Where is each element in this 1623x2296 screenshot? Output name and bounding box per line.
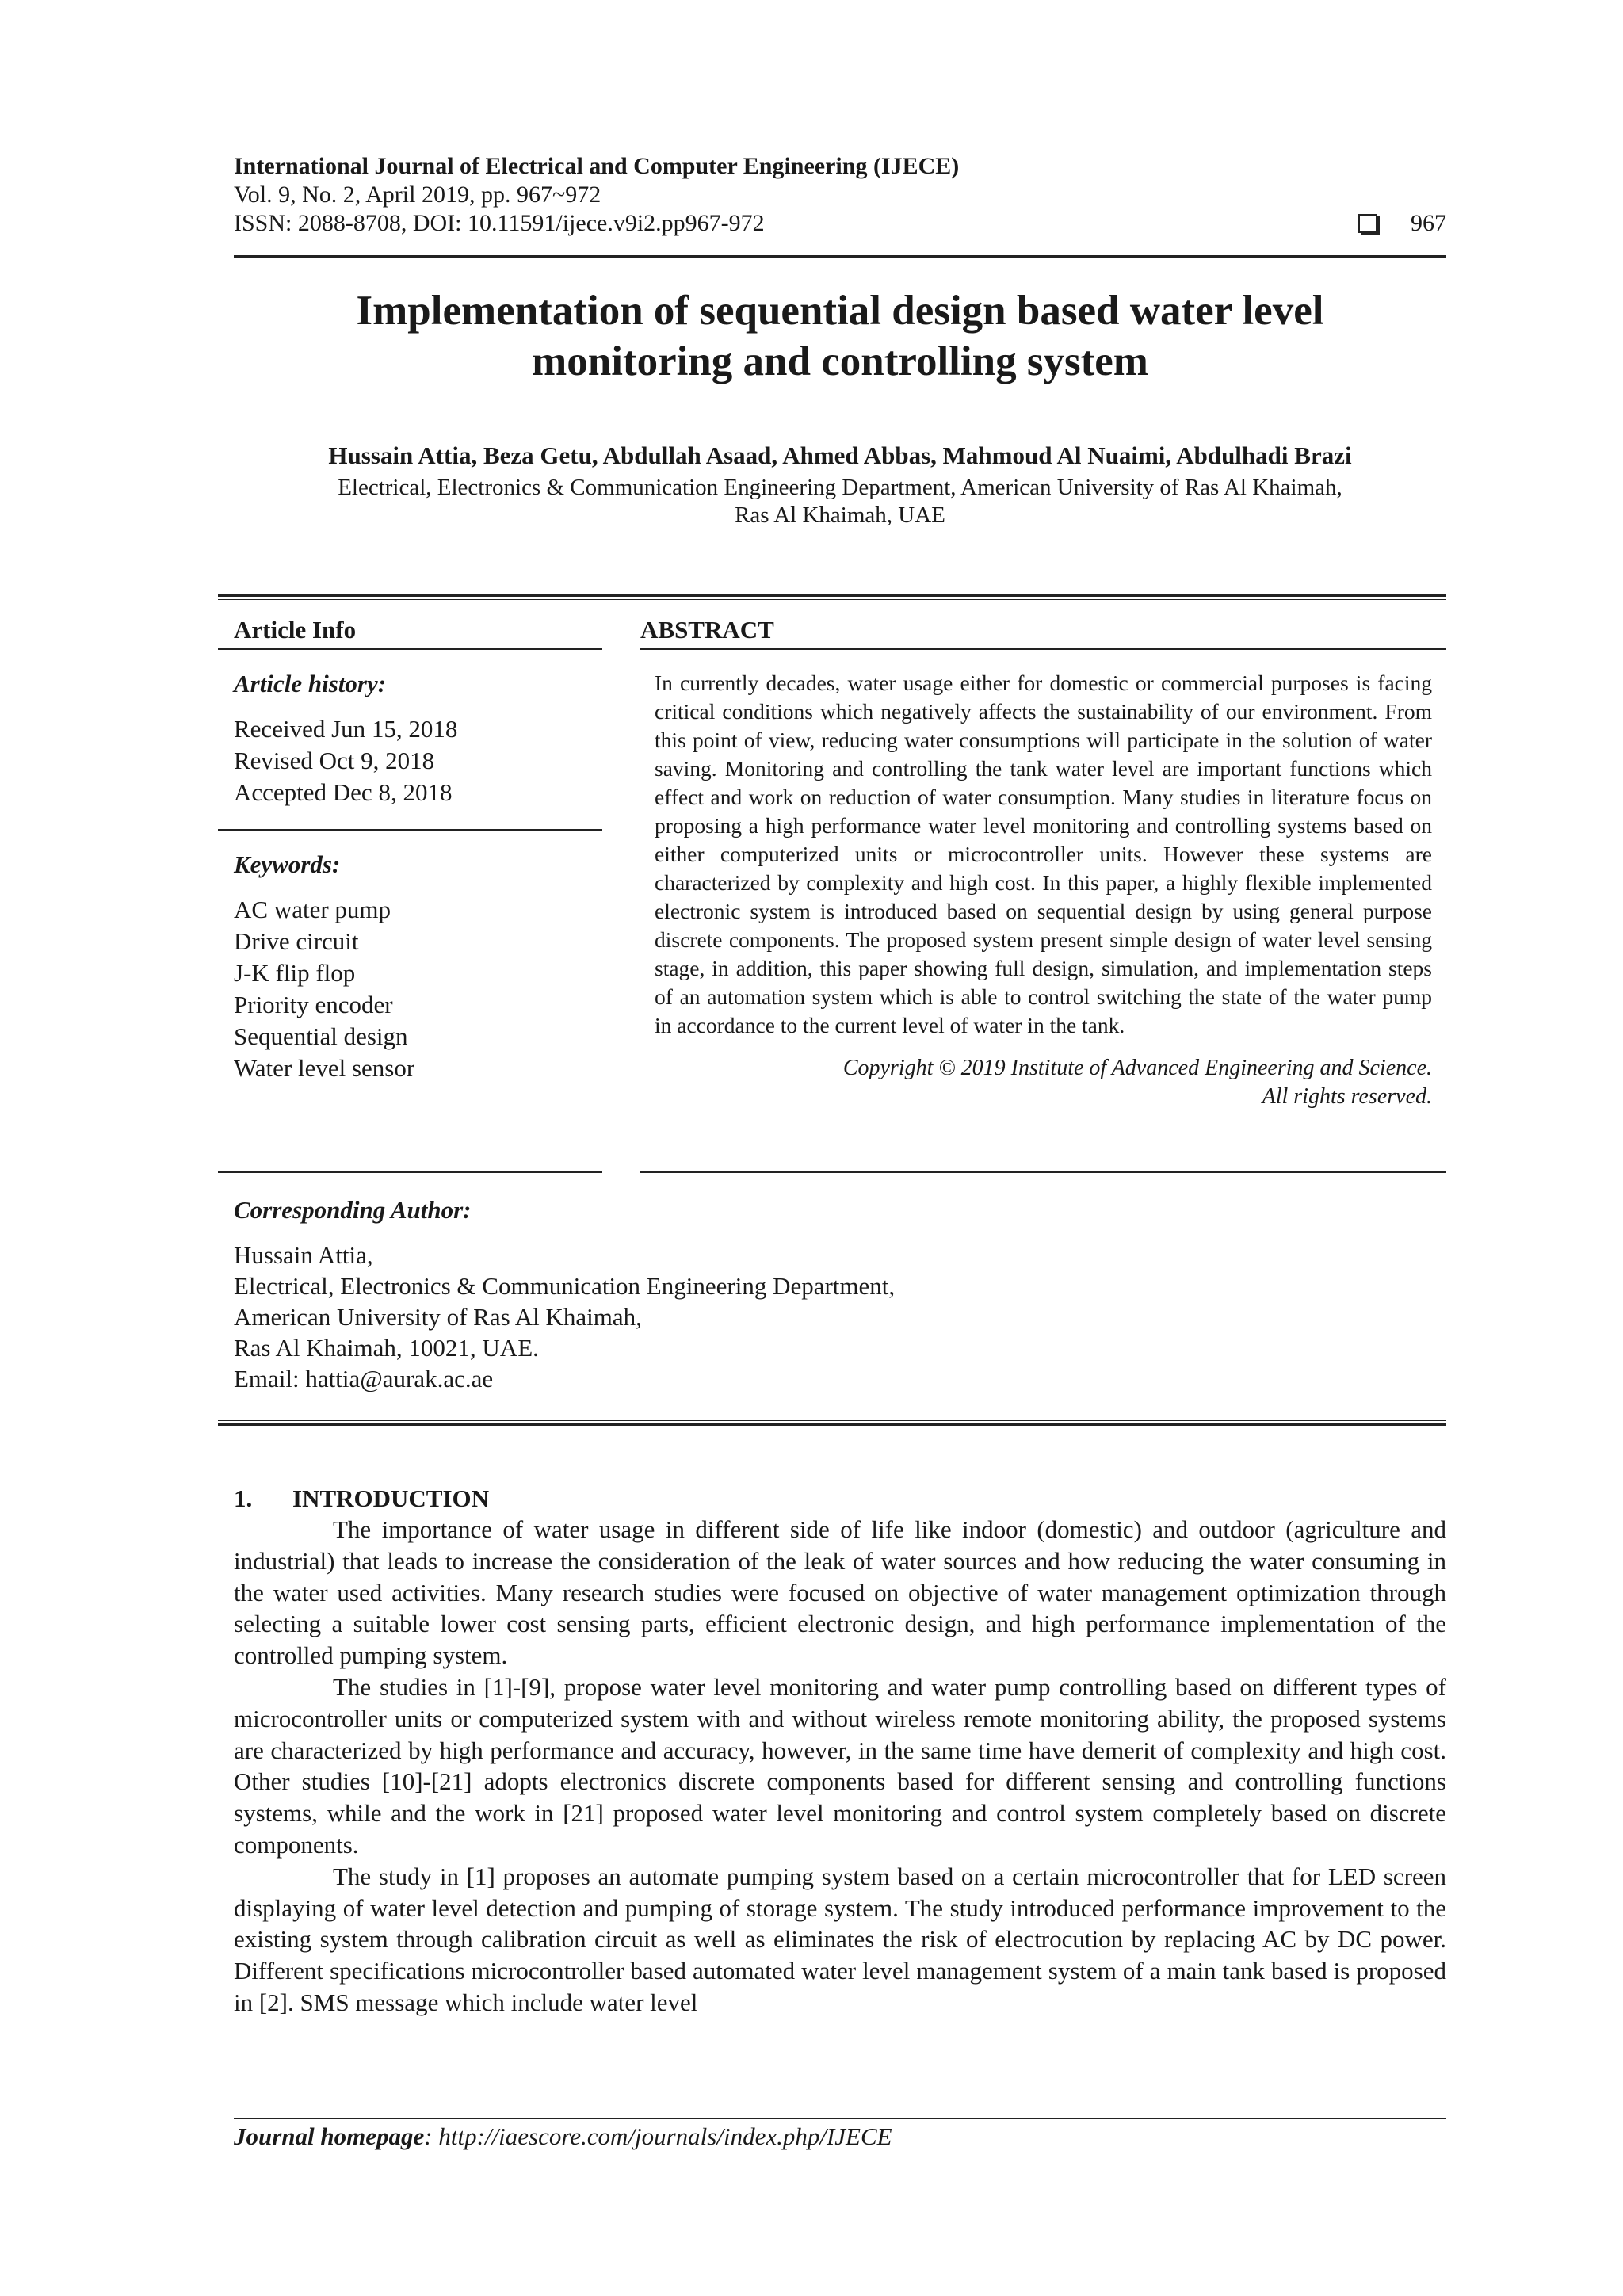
journal-name: International Journal of Electrical and Computer Engineering (IJECE) <box>234 153 960 179</box>
page-number: 967 <box>1411 210 1446 236</box>
issn-row <box>234 209 1446 238</box>
article-info-column <box>218 615 602 1084</box>
affiliation <box>234 474 1446 529</box>
footer <box>234 2121 892 2153</box>
issn-doi: ISSN: 2088-8708, DOI: 10.11591/ijece.v9i2.pp967-972 <box>234 210 765 236</box>
title-line-1: Implementation of sequential design based water level <box>356 288 1324 334</box>
info-box-bottom-rule <box>218 1420 1446 1426</box>
abstract-column <box>640 615 1446 1111</box>
affiliation-line-2: Ras Al Khaimah, UAE <box>735 502 945 528</box>
introduction-section <box>234 1484 1446 2019</box>
copyright-notice <box>640 1054 1446 1111</box>
section-title: INTRODUCTION <box>292 1484 490 1512</box>
article-info-heading: Article Info <box>234 616 357 644</box>
body-paragraph: The study in [1] proposes an automate pumping system based on a certain microcontroller that for LED screen displaying of water level detection and pumping of storage system. The study introduced performance improvement to the existing system through calibration circuit as well as eliminates the risk of electrocution by replacing AC by DC power. Different specifications microcontroller based automated water level management system of a main tank based is proposed in [2]. SMS message which include water level <box>234 1862 1446 2016</box>
abstract-bottom-rule <box>640 1171 1446 1173</box>
history-accepted: Accepted Dec 8, 2018 <box>234 778 453 806</box>
abstract-text: In currently decades, water usage either for domestic or commercial purposes is facing critical conditions which negatively affects the sustainability of our environment. From this point of view, reducing water consumptions will participate in the solution of water saving. Monitoring and controlling the tank water level are important functions which effect and work on reduction of water consumption. Many studies in literature focus on proposing a high performance water level monitoring and controlling systems based on either computerized units or microcontroller units. However these systems are characterized by complexity and high cost. In this paper, a highly flexible implemented electronic system is introduced based on sequential design by using general purpose discrete components. The proposed system present simple design of water level sensing stage, in addition, this paper showing full design, simulation, and implementation steps of an automation system which is able to control switching the state of the water pump in accordance to the current level of water in the tank. <box>655 670 1432 1037</box>
section-number: 1. <box>234 1484 253 1512</box>
abstract-rule <box>640 648 1446 650</box>
history-received: Received Jun 15, 2018 <box>234 715 458 743</box>
keyword-item: Water level sensor <box>234 1054 415 1082</box>
page-number-box <box>1358 210 1446 237</box>
body-paragraph: The studies in [1]-[9], propose water level monitoring and water pump controlling based on different types of microcontroller units or computerized system with and without wireless remote monitoring ability, the proposed systems are characterized by high performance and accuracy, however, in the same time have demerit of complexity and high cost. Other studies [10]-[21] adopts electronics discrete components based for different sensing and controlling functions systems, while and the work in [21] proposed water level monitoring and control system completely based on discrete components. <box>234 1672 1446 1859</box>
keyword-item: Drive circuit <box>234 927 359 955</box>
paper-title <box>234 285 1446 387</box>
corresponding-name: Hussain Attia, <box>234 1241 373 1269</box>
checkbox-square-icon <box>1358 214 1377 233</box>
section-heading <box>234 1484 1446 1514</box>
title-line-2: monitoring and controlling system <box>532 338 1148 384</box>
keywords-heading: Keywords: <box>234 850 341 878</box>
corresponding-details <box>218 1240 1446 1394</box>
affiliation-line-1: Electrical, Electronics & Communication Engineering Department, American University of Ras Al Khaimah, <box>338 475 1342 500</box>
keyword-item: Sequential design <box>234 1022 408 1050</box>
body-paragraph: The importance of water usage in different side of life like indoor (domestic) and outdoor (agriculture and industrial) that leads to increase the consideration of the leak of water sources and how reducing the water consuming in the water used activities. Many research studies were focused on objective of water management optimization through selecting a suitable lower cost sensing parts, efficient electronic design, and high performance implementation of the controlled pumping system. <box>234 1515 1446 1670</box>
keyword-item: AC water pump <box>234 896 391 923</box>
copyright-line-1: Copyright © 2019 Institute of Advanced Engineering and Science. <box>842 1056 1432 1080</box>
article-info-rule <box>218 648 602 650</box>
running-header <box>234 152 1446 238</box>
corresponding-heading: Corresponding Author: <box>234 1196 472 1224</box>
corresponding-address: Ras Al Khaimah, 10021, UAE. <box>234 1334 539 1362</box>
keywords-list <box>218 894 602 1084</box>
history-heading: Article history: <box>234 670 387 697</box>
history-revised: Revised Oct 9, 2018 <box>234 747 435 774</box>
journal-homepage-link[interactable]: : http://iaescore.com/journals/index.php/IJECE <box>424 2122 892 2150</box>
volume-info: Vol. 9, No. 2, April 2019, pp. 967~972 <box>234 181 601 208</box>
author-list: Hussain Attia, Beza Getu, Abdullah Asaad, Ahmed Abbas, Mahmoud Al Nuaimi, Abdulhadi Brazi <box>328 441 1352 469</box>
keyword-item: J-K flip flop <box>234 959 356 987</box>
corresponding-dept: Electrical, Electronics & Communication Engineering Department, <box>234 1272 896 1300</box>
history-list <box>218 713 602 808</box>
footer-divider <box>234 2118 1446 2119</box>
corresponding-author <box>218 1195 1446 1394</box>
header-divider <box>234 255 1446 258</box>
footer-label: Journal homepage <box>234 2122 425 2150</box>
corresponding-univ: American University of Ras Al Khaimah, <box>234 1303 642 1331</box>
info-box-top-rule <box>218 594 1446 600</box>
keyword-item: Priority encoder <box>234 991 393 1018</box>
corresponding-email: Email: hattia@aurak.ac.ae <box>234 1365 494 1392</box>
keywords-rule <box>218 829 602 831</box>
article-info-bottom-rule <box>218 1171 602 1173</box>
abstract-heading: ABSTRACT <box>640 616 774 644</box>
copyright-line-2: All rights reserved. <box>1262 1084 1432 1109</box>
